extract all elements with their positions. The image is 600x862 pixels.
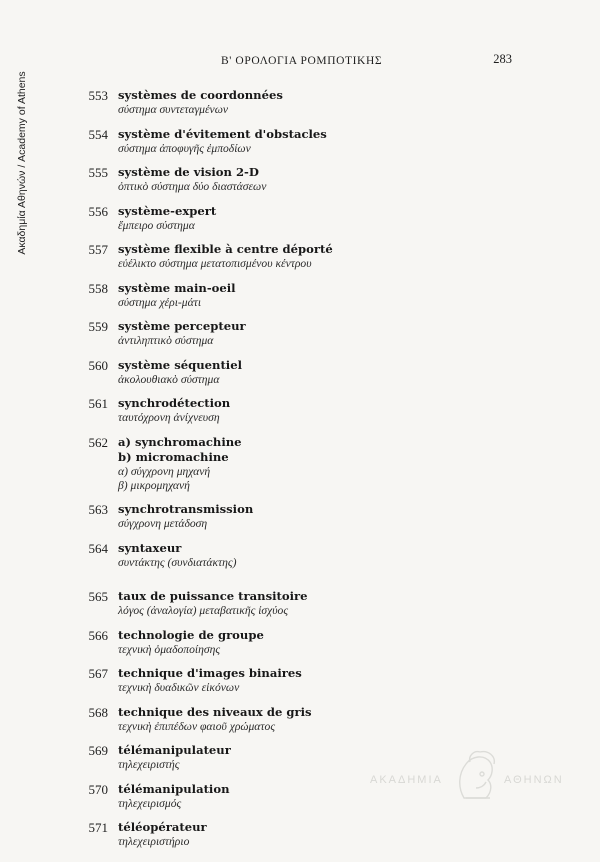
glossary-entry (78, 820, 518, 849)
french-term: système-expert (118, 203, 217, 218)
glossary-entry (78, 242, 518, 271)
page-header (205, 52, 512, 70)
entry-number: 566 (88, 627, 108, 643)
page-title: Β' ΟΡΟΛΟΓΙΑ ΡΟΜΠΟΤΙΚΗΣ (221, 55, 383, 67)
greek-term: σύστημα χέρι-μάτι (118, 295, 202, 309)
greek-term: ἀκολουθιακὸ σύστημα (118, 372, 220, 386)
entry-number: 557 (88, 242, 108, 257)
greek-term: σύστημα συντεταγμένων (118, 103, 229, 116)
french-term: télémanipulateur (118, 743, 231, 757)
greek-term: ταυτόχρονη ἀνίχνευση (118, 411, 220, 424)
french-term: systèmes de coordonnées (118, 88, 283, 102)
glossary-list (78, 88, 518, 859)
greek-term: συντάκτης (συνδιατάκτης) (118, 555, 237, 569)
greek-term: σύστημα ἀποφυγῆς ἐμποδίων (118, 141, 251, 155)
greek-term: τηλεχειριστής (118, 758, 180, 771)
french-term: système de vision 2-D (118, 165, 259, 179)
side-label-text: Ακαδημία Αθηνών / Academy of Athens (16, 71, 28, 255)
watermark (362, 748, 584, 808)
glossary-entry (78, 88, 518, 117)
page-number: 283 (493, 52, 512, 66)
glossary-entry (78, 358, 518, 387)
entry-number: 558 (88, 280, 108, 296)
entry-number: 571 (88, 820, 108, 835)
french-term: système main-oeil (118, 280, 236, 295)
entry-number: 568 (88, 704, 108, 720)
entry-number: 554 (88, 126, 108, 142)
greek-term: εὐέλικτο σύστημα μετατοπισμένου κέντρου (118, 257, 312, 270)
greek-term: τηλεχειρισμός (118, 796, 182, 810)
glossary-entry (78, 127, 518, 156)
french-term: a) synchromachine (118, 434, 242, 449)
french-term: système d'évitement d'obstacles (118, 126, 327, 141)
glossary-entry (78, 165, 518, 194)
greek-term: α) σύγχρονη μηχανή (118, 464, 211, 478)
french-term: système percepteur (118, 319, 246, 333)
watermark-right-text: ΑΘΗΝΩΝ (504, 774, 564, 786)
french-term: technique des niveaux de gris (118, 704, 312, 719)
glossary-entry (78, 319, 518, 348)
greek-term: τηλεχειριστήριο (118, 835, 190, 848)
entry-number: 570 (88, 781, 108, 797)
french-term: technique d'images binaires (118, 666, 302, 680)
greek-term: τεχνικὴ ἐπιπέδων φαιοῦ χρώματος (118, 719, 276, 733)
glossary-entry (78, 666, 518, 695)
glossary-entry (78, 705, 518, 734)
entry-number: 559 (88, 319, 108, 334)
athena-head-icon (450, 748, 502, 808)
glossary-entry (78, 541, 518, 570)
entry-number: 560 (88, 357, 108, 373)
french-term: système séquentiel (118, 357, 242, 372)
greek-term: λόγος (ἀναλογία) μεταβατικῆς ἰσχύος (118, 604, 289, 617)
greek-term: τεχνικὴ ὁμαδοποίησης (118, 642, 221, 656)
entry-number: 553 (88, 88, 108, 103)
greek-term: ἔμπειρο σύστημα (118, 218, 195, 232)
entry-number: 563 (88, 502, 108, 517)
greek-term: ὀπτικὸ σύστημα δύο διαστάσεων (118, 180, 267, 193)
watermark-left-text: ΑΚΑΔΗΜΙΑ (370, 774, 443, 786)
french-term: synchrotransmission (118, 502, 254, 516)
greek-term: τεχνικὴ δυαδικῶν εἰκόνων (118, 681, 240, 694)
french-term: technologie de groupe (118, 627, 264, 642)
french-term: b) micromachine (118, 449, 229, 464)
greek-term: σύγχρονη μετάδοση (118, 517, 208, 530)
entry-number: 564 (88, 540, 108, 556)
glossary-entry (78, 281, 518, 310)
greek-term: ἀντιληπτικὸ σύστημα (118, 334, 214, 347)
entry-number: 565 (88, 589, 108, 604)
glossary-entry (78, 589, 518, 618)
entry-number: 555 (88, 165, 108, 180)
entry-number: 561 (88, 396, 108, 411)
french-term: taux de puissance transitoire (118, 589, 308, 603)
french-term: système flexible à centre déporté (118, 242, 333, 256)
glossary-entry (78, 502, 518, 531)
french-term: téléopérateur (118, 820, 207, 834)
glossary-entry (78, 435, 518, 493)
section-gap (78, 579, 518, 589)
glossary-entry (78, 628, 518, 657)
french-term: télémanipulation (118, 781, 230, 796)
french-term: syntaxeur (118, 540, 182, 555)
entry-number: 569 (88, 743, 108, 758)
entry-number: 556 (88, 203, 108, 219)
entry-number: 567 (88, 666, 108, 681)
entry-number: 562 (88, 434, 108, 450)
glossary-entry (78, 396, 518, 425)
french-term: synchrodétection (118, 396, 231, 410)
glossary-entry (78, 204, 518, 233)
side-label (14, 38, 30, 288)
greek-term: β) μικρομηχανή (118, 478, 190, 492)
